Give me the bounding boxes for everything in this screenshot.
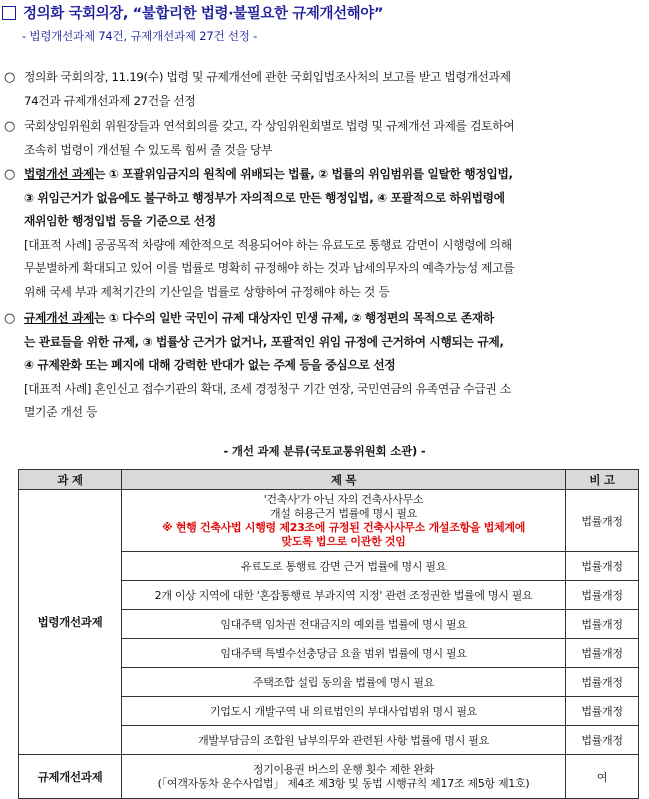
circle-bullet-icon: ○: [4, 70, 15, 85]
cell-text: '건축사'가 아닌 자의 건축사사무소: [263, 492, 424, 506]
circle-bullet-icon: ○: [4, 119, 15, 134]
example-text: [대표적 사례] 혼인신고 접수기관의 확대, 조세 경정청구 기간 연장, 국민연금의 유족연금 수급권 소: [24, 381, 511, 396]
table-cell-note: 법률개정: [566, 668, 639, 697]
bullet-lead: 법령개선 과제: [24, 167, 95, 181]
bullet-text: 74건과 규제개선과제 27건을 선정: [24, 93, 196, 108]
bullet-text: ③ 위임근거가 없음에도 불구하고 행정부가 자의적으로 만든 행정입법, ④ 포괄적으로 하위법령에: [24, 190, 505, 205]
page-title: 정의화 국회의장, “불합리한 법령·불필요한 규제개선해야”: [23, 6, 384, 22]
table-cell-content: [122, 755, 566, 799]
cell-text: (「여객자동차 운수사업법」 제4조 제3항 및 동법 시행규칙 제17조 제5항 제1호): [157, 776, 530, 790]
bullet-item: [4, 66, 644, 113]
table-cell-note: 여: [566, 755, 639, 799]
table-cell-note: 법률개정: [566, 552, 639, 581]
table-cell-note: 법률개정: [566, 610, 639, 639]
table-cell-content: 개발부담금의 조합원 납부의무와 관련된 사항 법률에 명시 필요: [122, 726, 566, 755]
cell-text: 개설 허용근거 법률에 명시 필요: [269, 506, 418, 520]
title-row: [2, 2, 383, 23]
improvement-task-table: [18, 469, 639, 799]
category-law: 법령개선과제: [19, 490, 122, 755]
bullet-text: 는 ① 포괄위임금지의 원칙에 위배되는 법률, ② 법률의 위임범위를 일탈한 행정입법,: [94, 167, 513, 181]
header-note: 비 고: [566, 470, 639, 490]
table-cell-content: 유료도로 통행료 감면 근거 법률에 명시 필요: [122, 552, 566, 581]
table-header-row: [19, 470, 639, 490]
table-cell-content: [122, 490, 566, 552]
table-cell-note: 법률개정: [566, 581, 639, 610]
table-cell-content: 2개 이상 지역에 대한 '혼잡통행료 부과지역 지정' 관련 조정권한 법률에 명시 필요: [122, 581, 566, 610]
bullet-lead: 규제개선 과제: [24, 311, 95, 325]
table-cell-note: 법률개정: [566, 726, 639, 755]
bullet-text: 국회상임위원회 위원장들과 연석회의를 갖고, 각 상임위원회별로 법령 및 규제개선 과제를 검토하여: [24, 119, 515, 133]
example-text: 위해 국세 부과 제척기간의 기산일을 법률로 상향하여 규정해야 하는 것 등: [24, 284, 390, 299]
category-regulation: 규제개선과제: [19, 755, 122, 799]
bullet-item: [4, 307, 644, 425]
table-cell-content: 임대주택 임차권 전대금지의 예외를 법률에 명시 필요: [122, 610, 566, 639]
bullet-text: 는 ① 다수의 일반 국민이 규제 대상자인 민생 규제, ② 행정편의 목적으로 존재하: [94, 311, 494, 325]
circle-bullet-icon: ○: [4, 311, 15, 326]
example-text: 멸기준 개선 등: [24, 405, 98, 419]
table-cell-content: 주택조합 설립 동의율 법률에 명시 필요: [122, 668, 566, 697]
table-cell-note: 법률개정: [566, 697, 639, 726]
cell-note-red: 맞도록 법으로 이관한 것임: [281, 534, 406, 548]
circle-bullet-icon: ○: [4, 167, 15, 182]
bullet-text: 정의화 국회의장, 11.19(수) 법령 및 규제개선에 관한 국회입법조사처의 보고를 받고 법령개선과제: [24, 70, 511, 84]
table-caption: - 개선 과제 분류(국토교통위원회 소관) -: [223, 444, 426, 458]
page-subtitle: - 법령개선과제 74건, 규제개선과제 27건 선정 -: [22, 29, 258, 43]
table-cell-note: 법률개정: [566, 490, 639, 552]
table-row: [19, 490, 639, 552]
bullet-text: 재위임한 행정입법 등을 기준으로 선정: [24, 214, 216, 228]
table-cell-note: 법률개정: [566, 639, 639, 668]
header-category: 과 제: [19, 470, 122, 490]
bullet-text: 조속히 법령이 개선될 수 있도록 힘써 줄 것을 당부: [24, 142, 273, 157]
table-row: [19, 755, 639, 799]
bullet-text: 는 관료들을 위한 규제, ③ 법률상 근거가 없거나, 포괄적인 위임 규정에 근거하여 시행되는 규제,: [24, 334, 504, 349]
bullet-item: [4, 115, 644, 162]
example-text: 무분별하게 확대되고 있어 이를 법률로 명확히 규정해야 하는 것과 납세의무자의 예측가능성 제고를: [24, 261, 515, 275]
bullet-item: [4, 163, 644, 304]
header-content: 제 목: [122, 470, 566, 490]
square-bullet-icon: [2, 6, 16, 20]
example-text: [대표적 사례] 공공목적 차량에 제한적으로 적용되어야 하는 유료도로 통행료 감면이 시행령에 의해: [24, 237, 512, 252]
cell-note-red: ※ 현행 건축사법 시행령 제23조에 규정된 건축사사무소 개설조항을 법체계에: [161, 520, 526, 534]
table-cell-content: 임대주택 특별수선충당금 요율 범위 법률에 명시 필요: [122, 639, 566, 668]
table-cell-content: 기업도시 개발구역 내 의료법인의 부대사업범위 명시 필요: [122, 697, 566, 726]
bullet-text: ④ 규제완화 또는 폐지에 대해 강력한 반대가 없는 주제 등을 중심으로 선정: [24, 358, 396, 372]
cell-text: 정기이용권 버스의 운행 횟수 제한 완화: [252, 762, 435, 776]
